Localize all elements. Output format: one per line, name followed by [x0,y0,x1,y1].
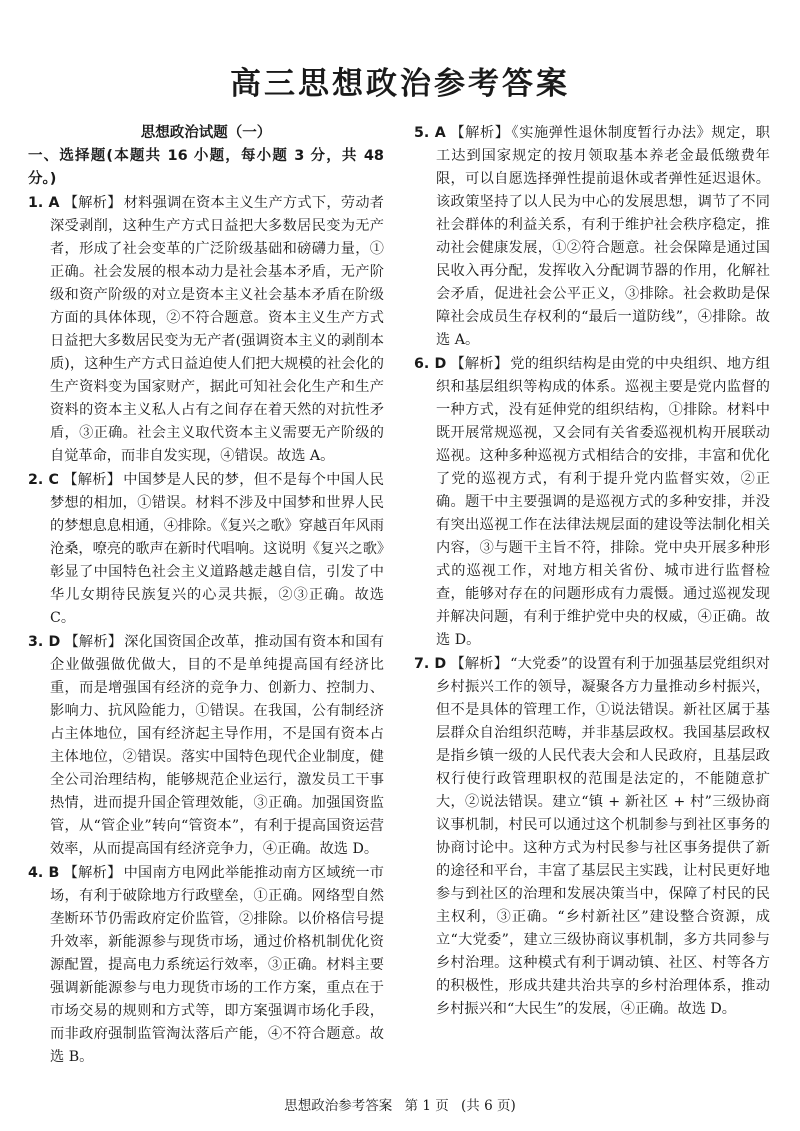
answer-text: 《实施弹性退休制度暂行办法》规定，职工达到国家规定的按月领取基本养老金最低缴费年限，可以自愿选择弹性提前退休或者弹性延迟退休。该政策坚持了以人民为中心的发展思想，调节了不同社会群体的利益关系，有利于维护社会秩序稳定，推动社会健康发展，①②符合题意。社会保障是通过国民收入再分配，发挥收入分配调节器的作用，化解社会矛盾，促进社会公平正义，③排除。社会救助是保障社会成员生存权利的“最后一道防线”，④排除。故选 A。 [436,125,770,348]
answer-number: 7. D [414,656,447,672]
answer-number: 3. D [28,634,61,650]
analysis-tag: 【解析】 [450,656,509,672]
answer-item [414,353,770,652]
analysis-tag: 【解析】 [449,125,510,141]
answer-number: 6. D [414,356,447,372]
answer-number: 4. B [28,865,60,881]
answer-text: 党的组织结构是由党的中央组织、地方组织和基层组织等构成的体系。巡视主要是党内监督的一种方式，没有延伸党的组织结构，①排除。材料中既开展常规巡视，又会同有关省委巡视机构开展联动巡视。这种多种巡视方式相结合的安排，丰富和优化了党的巡视方式，有利于提升党内监督实效，②正确。题干中主要强调的是巡视方式的多种安排，并没有突出巡视工作在法律法规层面的建设等法制化相关内容，③与题干主旨不符，排除。党中央开展多种形式的巡视工作，对地方相关省份、城市进行监督检查，能够对存在的问题形成有力震慑。通过巡视发现并解决问题，有利于维护党中央的权威，④正确。故选 D。 [436,356,770,648]
page-title: 高三思想政治参考答案 [230,66,570,102]
answer-number: 5. A [414,125,446,141]
analysis-tag: 【解析】 [63,865,122,881]
analysis-tag: 【解析】 [62,472,122,488]
analysis-tag: 【解析】 [63,195,122,211]
answer-text: 中国梦是人民的梦，但不是每个中国人民梦想的相加，①错误。材料不涉及中国梦和世界人民的梦想息息相通，④排除。《复兴之歌》穿越百年风雨沧桑，嘹亮的歌声在新时代唱响。这说明《复兴之歌》彰显了中国特色社会主义道路越走越自信，引发了中华儿女期待民族复兴的心灵共振，②③正确。故选 C。 [50,472,384,626]
answer-text: 材料强调在资本主义生产方式下，劳动者深受剥削，这种生产方式日益把大多数居民变为无产者，形成了社会变革的广泛阶级基础和磅礴力量，①正确。社会发展的根本动力是社会基本矛盾，无产阶级和资产阶级的对立是资本主义社会基本矛盾在阶级方面的具体体现，②不符合题意。资本主义生产方式日益把大多数居民变为无产者(强调资本主义的剥削本质)，这种生产方式日益迫使人们把大规模的社会化的生产资料变为国家财产，据此可知社会化生产和生产资料的资本主义私人占有之间存在着天然的对抗性矛盾，③正确。社会主义取代资本主义需要无产阶级的自觉革命，而非自发实现，④错误。故选 A。 [50,195,384,464]
answer-item [28,631,384,861]
answer-text: 中国南方电网此举能推动南方区域统一市场，有利于破除地方行政壁垒，①正确。网络型自然垄断环节仍需政府定价监管，②排除。以价格信号提升效率，新能源参与现货市场，通过价格机制优化资源配置，提高电力系统运行效率，③正确。材料主要强调新能源参与电力现货市场的工作方案，重点在于市场交易的规则和方式等，即方案强调市场化手段，而非政府强制监管淘汰落后产能，④不符合题意。故选 B。 [50,865,384,1065]
analysis-tag: 【解析】 [64,634,123,650]
footer-page-number: 第 1 页 [404,1098,449,1114]
left-column [28,122,384,1070]
part-heading: 一、选择题(本题共 16 小题，每小题 3 分，共 48 分。) [28,148,384,187]
page-footer [0,1094,800,1114]
answer-item [414,122,770,352]
right-column [414,122,770,1022]
answer-text: “大党委”的设置有利于加强基层党组织对乡村振兴工作的领导，凝聚各方力量推动乡村振兴，但不是具体的管理工作，①说法错误。新社区属于基层群众自治组织范畴，并非基层政权。我国基层政权是指乡镇一级的人民代表大会和人民政府，且基层政权行使行政管理职权的范围是法定的，不能随意扩大，②说法错误。建立“镇 + 新社区 + 村”三级协商议事机制，村民可以通过这个机制参与到社区事务的协商讨论中。这种方式为村民参与社区事务提供了新的途径和平台，丰富了基层民主实践，让村民更好地参与到社区的治理和发展决策当中，保障了村民的民主权利，③正确。“乡村新社区”建设整合资源，成立“大党委”，建立三级协商议事机制，多方共同参与乡村治理。这种模式有利于调动镇、社区、村等各方的积极性，形成共建共治共享的乡村治理体系，推动乡村振兴和“大民生”的发展，④正确。故选 D。 [436,656,770,1017]
answer-item [28,192,384,468]
footer-total-pages: (共 6 页) [461,1098,516,1114]
answer-item [414,653,770,1021]
answer-number: 2. C [28,472,59,488]
answer-number: 1. A [28,195,60,211]
analysis-tag: 【解析】 [450,356,509,372]
answer-text: 深化国资国企改革，推动国有资本和国有企业做强做优做大，目的不是单纯提高国有经济比重，而是增强国有经济的竞争力、创新力、控制力、影响力、抗风险能力，①错误。在我国，公有制经济占主体地位，国有经济起主导作用，不是国有资本占主体地位，②错误。落实中国特色现代企业制度，健全公司治理结构，能够规范企业运行，激发员工干事热情，进而提升国企管理效能，③正确。加强国资监管，从“管企业”转向“管资本”，有利于提高国资运营效率，从而提高国有经济竞争力，④正确。故选 D。 [50,634,384,857]
footer-doc-name: 思想政治参考答案 [284,1098,393,1114]
answer-item [28,862,384,1069]
answer-item [28,469,384,630]
section-title: 思想政治试题（一） [140,125,272,141]
